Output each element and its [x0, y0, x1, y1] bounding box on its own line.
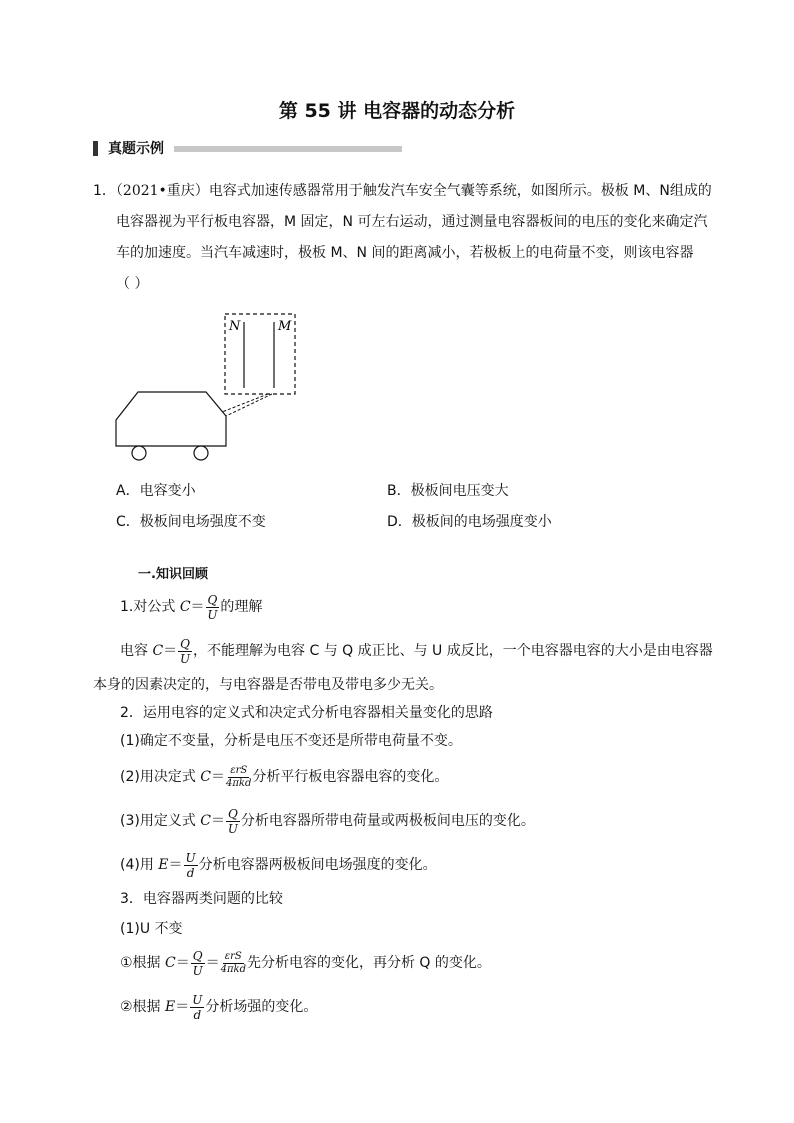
section-marker	[93, 141, 98, 156]
fraction-q-over-u: $\frac{Q}{U}$	[207, 592, 218, 622]
case-1: ①根据 C＝ $\frac{Q}{U}$ ＝ $\frac{\text{εrS}}{\text{4πkd}}$ 先分析电容的变化，再分析 Q 的变化。	[120, 948, 491, 978]
option-b: B．极板间电压变大	[387, 483, 509, 499]
step-2: (2)用决定式 C＝ $\frac{\text{εrS}}{\text{4πkd}}$ 分析平行板电容器电容的变化。	[120, 764, 449, 789]
car-capacitor-figure	[108, 308, 308, 468]
item-3: 3．电容器两类问题的比较	[120, 891, 283, 907]
fraction-q-over-u: $\frac{Q}{U}$	[180, 636, 191, 666]
car-wheel-rear	[194, 446, 208, 460]
step-4: (4)用 E＝ $\frac{U}{d}$ 分析电容器两极板间电场强度的变化。	[120, 850, 437, 880]
case-2: ②根据 E＝ $\frac{U}{d}$ 分析场强的变化。	[120, 992, 318, 1022]
step-1: (1)确定不变量，分析是电压不变还是所带电荷量不变。	[120, 733, 462, 749]
question-number: 1．	[93, 183, 116, 199]
question-source: （2021•重庆）	[115, 183, 209, 199]
page-title: 第 55 讲 电容器的动态分析	[278, 100, 516, 122]
question-line-2: 电容器视为平行板电容器，M 固定，N 可左右运动，通过测量电容器板间的电压的变化来确定汽	[116, 214, 708, 230]
question-text-1: 电容式加速传感器常用于触发汽车安全气囊等系统，如图所示。极板 M、N组成的	[208, 183, 712, 199]
section-underline	[174, 146, 402, 152]
question-line-1	[93, 176, 712, 207]
question-line-3: 车的加速度。当汽车减速时，极板 M、N 间的距离减小，若极板上的电荷量不变，则该电容器	[116, 245, 694, 261]
para-line-2: 本身的因素决定的，与电容器是否带电及带电多少无关。	[93, 677, 443, 693]
fraction-u-over-d: $\frac{U}{d}$	[192, 992, 203, 1022]
plate-m-label: M	[278, 319, 292, 334]
option-c: C．极板间电场强度不变	[116, 514, 266, 530]
section-header-text: 真题示例	[108, 141, 164, 157]
section-header	[93, 138, 402, 158]
question-blank: （ ）	[116, 276, 149, 292]
fraction-q-over-u: $\frac{Q}{U}$	[192, 948, 203, 978]
para-line-1: 电容 C＝ $\frac{Q}{U}$ ，不能理解为电容 C 与 Q 成正比、与 U 成反比，一个电容器电容的大小是由电容器	[120, 636, 713, 666]
callout-line-bottom	[226, 394, 272, 416]
knowledge-heading: 一.知识回顾	[138, 567, 208, 582]
case-u-constant: (1)U 不变	[120, 921, 183, 937]
car-body	[116, 392, 226, 446]
step-3: (3)用定义式 C＝ $\frac{Q}{U}$ 分析电容器所带电荷量或两极板间电压的变化。	[120, 806, 535, 836]
item-1: 1.对公式 C＝ $\frac{Q}{U}$ 的理解	[120, 592, 263, 622]
option-a: A．电容变小	[116, 483, 196, 499]
plate-n-label: N	[229, 319, 241, 334]
item-2: 2．运用电容的定义式和决定式分析电容器相关量变化的思路	[120, 705, 493, 721]
fraction-u-over-d: $\frac{U}{d}$	[185, 850, 196, 880]
fraction-eps-s-over-4pikd: $\frac{\text{εrS}}{\text{4πkd}}$	[226, 764, 252, 789]
car-wheel-front	[132, 446, 146, 460]
callout-line-top	[222, 394, 268, 412]
fraction-eps-s-over-4pikd: $\frac{\text{εrS}}{\text{4πkd}}$	[220, 950, 246, 975]
option-d: D．极板间的电场强度变小	[387, 514, 552, 530]
fraction-q-over-u: $\frac{Q}{U}$	[227, 806, 238, 836]
